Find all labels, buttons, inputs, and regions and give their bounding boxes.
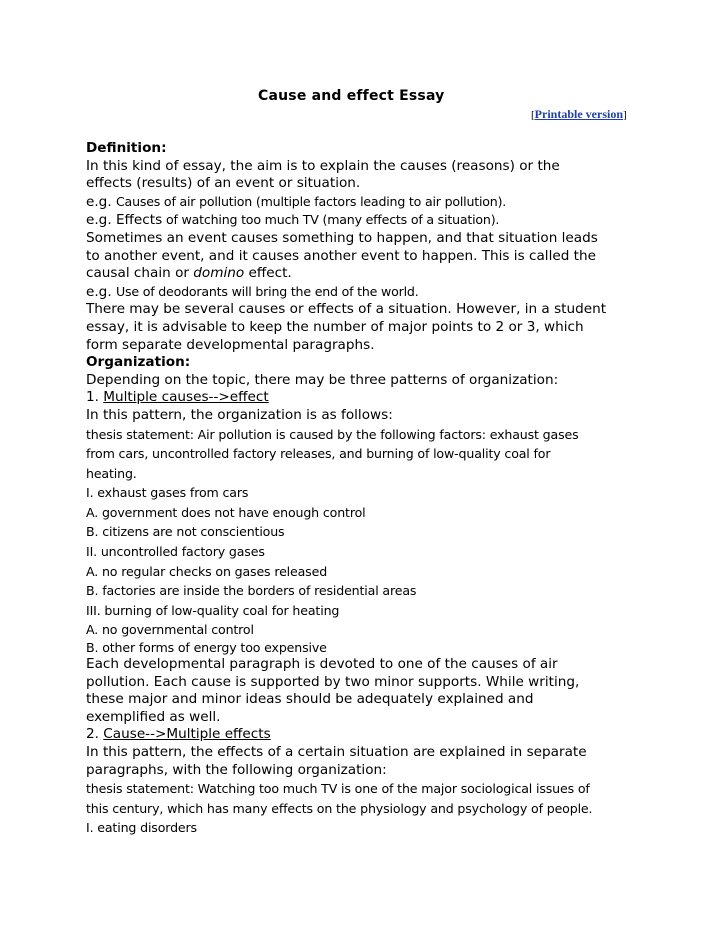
several-text-line: There may be several causes or effects of a situation. However, in a student xyxy=(86,301,607,318)
pattern-label: Multiple causes-->effect xyxy=(103,389,269,406)
chain-text-line: to another event, and it causes another event to happen. This is called the xyxy=(86,247,596,264)
pattern-2-title xyxy=(86,726,656,744)
definition-text-line: In this kind of essay, the aim is to explain the causes (reasons) or the xyxy=(86,157,560,174)
pattern-number: 2. xyxy=(86,726,104,743)
several-text-line: form separate developmental paragraphs. xyxy=(86,336,375,353)
bracket-close: ] xyxy=(623,109,627,121)
chain-text: causal chain or xyxy=(86,265,194,282)
example-text: Causes of air pollution (multiple factors leading to air pollution). xyxy=(115,193,507,209)
outline-line: B. other forms of energy too expensive xyxy=(86,640,327,656)
pattern-1-title xyxy=(86,389,656,407)
outline-line: thesis statement: Watching too much TV is one of the major sociological issues of xyxy=(86,781,590,797)
pattern-1-intro: In this pattern, the organization is as follows: xyxy=(86,406,393,423)
outline-line: this century, which has many effects on the physiology and psychology of people. xyxy=(86,800,593,816)
example-prefix: e.g. xyxy=(86,283,116,300)
definition-heading: Definition: xyxy=(86,140,167,156)
example-text: Effects xyxy=(115,212,163,229)
outline-line: heating. xyxy=(86,465,137,481)
outline-line: II. uncontrolled factory gases xyxy=(86,544,265,560)
outline-line: A. government does not have enough control xyxy=(86,504,366,520)
pattern-2-intro-line: In this pattern, the effects of a certain situation are explained in separate xyxy=(86,744,587,760)
example-line xyxy=(86,211,656,230)
printable-version-link[interactable]: Printable version xyxy=(534,107,623,121)
several-text-line: essay, it is advisable to keep the number of major points to 2 or 3, which xyxy=(86,318,584,335)
definition-text-line: effects (results) of an event or situation. xyxy=(86,175,361,192)
pattern-2-intro-line: paragraphs, with the following organization: xyxy=(86,761,387,778)
printable-version-link-wrapper xyxy=(531,107,627,122)
outline-line: A. no regular checks on gases released xyxy=(86,563,328,579)
pattern-1-after-line: exemplified as well. xyxy=(86,708,221,725)
outline-line: A. no governmental control xyxy=(86,622,254,638)
outline-line: B. citizens are not conscientious xyxy=(86,524,285,540)
outline-line: thesis statement: Air pollution is caused by the following factors: exhaust gases xyxy=(86,426,579,442)
bracket-open: [ xyxy=(531,109,535,121)
outline-line: B. factories are inside the borders of residential areas xyxy=(86,583,417,599)
essay-body xyxy=(86,140,656,838)
example-prefix: e.g. xyxy=(86,212,116,229)
pattern-number: 1. xyxy=(86,389,104,406)
outline-line: I. eating disorders xyxy=(86,820,197,836)
organization-heading: Organization: xyxy=(86,354,191,371)
example-line xyxy=(86,193,656,212)
pattern-label: Cause-->Multiple effects xyxy=(103,726,271,743)
outline-line: III. burning of low-quality coal for heating xyxy=(86,602,340,618)
example-line xyxy=(86,283,656,302)
example-text: of watching too much TV (many effects of a situation). xyxy=(162,212,500,228)
page-title: Cause and effect Essay xyxy=(258,88,445,104)
outline-line: I. exhaust gases from cars xyxy=(86,485,249,501)
chain-text-line: Sometimes an event causes something to happen, and that situation leads xyxy=(86,229,598,246)
chain-text: effect. xyxy=(244,265,292,282)
pattern-1-after-line: these major and minor ideas should be adequately explained and xyxy=(86,691,534,708)
example-text: Use of deodorants will bring the end of the world. xyxy=(115,283,419,299)
pattern-1-after-line: Each developmental paragraph is devoted to one of the causes of air xyxy=(86,656,558,673)
chain-text-line xyxy=(86,265,656,283)
pattern-1-outline xyxy=(86,425,656,657)
organization-intro: Depending on the topic, there may be three patterns of organization: xyxy=(86,371,559,388)
pattern-2-outline xyxy=(86,779,656,838)
pattern-1-after-line: pollution. Each cause is supported by two minor supports. While writing, xyxy=(86,673,580,690)
outline-line: from cars, uncontrolled factory releases, and burning of low-quality coal for xyxy=(86,446,551,462)
domino-emphasis: domino xyxy=(193,265,245,282)
example-prefix: e.g. xyxy=(86,193,116,210)
